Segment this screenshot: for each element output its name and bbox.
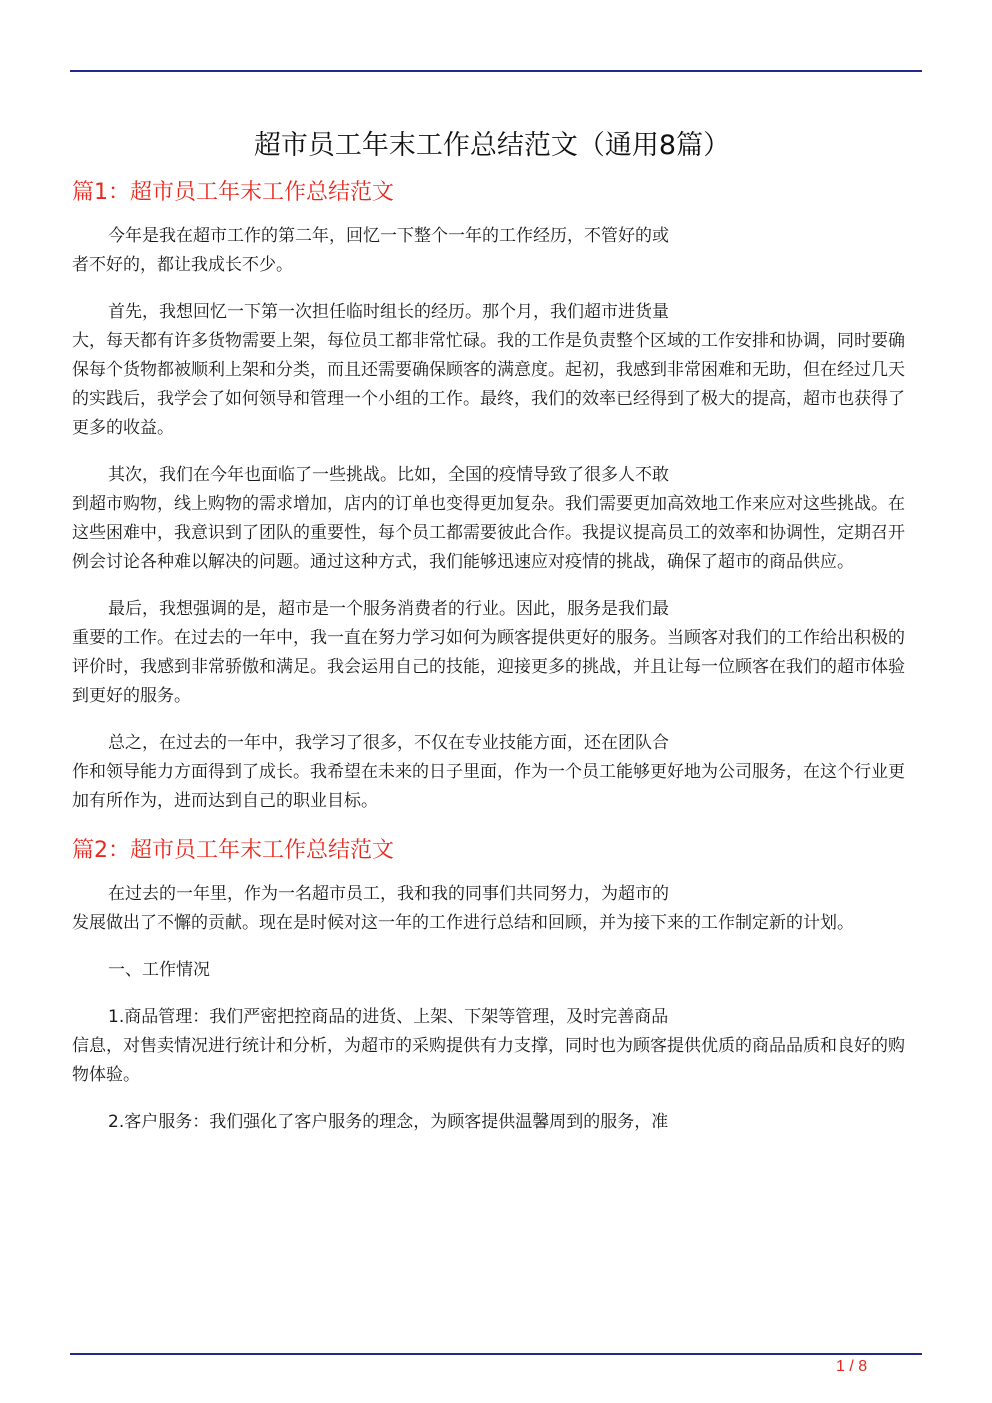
paragraph-first-line: 2.客户服务：我们强化了客户服务的理念，为顾客提供温馨周到的服务，准 [108,1112,669,1132]
document-body [72,126,912,1155]
paragraph-continuation: 发展做出了不懈的贡献。现在是时候对这一年的工作进行总结和回顾，并为接下来的工作制定新的计划。 [72,913,854,933]
header-rule [70,70,922,72]
paragraph-continuation: 作和领导能力方面得到了成长。我希望在未来的日子里面，作为一个员工能够更好地为公司服务，在这个行业更加有所作为，进而达到自己的职业目标。 [72,762,905,811]
paragraph-first-line: 1.商品管理：我们严密把控商品的进货、上架、下架等管理，及时完善商品 [108,1007,669,1027]
paragraph [72,880,912,938]
paragraph-continuation: 者不好的，都让我成长不少。 [72,255,293,275]
paragraph-first-line: 一、工作情况 [108,960,210,980]
footer-rule [70,1353,922,1355]
section-heading-2: 篇2：超市员工年末工作总结范文 [72,838,394,863]
paragraph [72,222,912,280]
paragraph [72,1108,912,1137]
paragraph-continuation: 信息，对售卖情况进行统计和分析，为超市的采购提供有力支撑，同时也为顾客提供优质的商品品质和良好的购物体验。 [72,1036,905,1085]
paragraph-first-line: 首先，我想回忆一下第一次担任临时组长的经历。那个月，我们超市进货量 [108,302,669,322]
section-heading-1: 篇1：超市员工年末工作总结范文 [72,180,394,205]
paragraph-first-line: 今年是我在超市工作的第二年，回忆一下整个一年的工作经历，不管好的或 [108,226,669,246]
paragraph-first-line: 在过去的一年里，作为一名超市员工，我和我的同事们共同努力，为超市的 [108,884,669,904]
paragraph-continuation: 大，每天都有许多货物需要上架，每位员工都非常忙碌。我的工作是负责整个区域的工作安排和协调，同时要确保每个货物都被顺利上架和分类，而且还需要确保顾客的满意度。起初，我感到非常困难和无助，但在经过几天的实践后，我学会了如何领导和管理一个小组的工作。最终，我们的效率已经得到了极大的提高，超市也获得了更多的收益。 [72,331,905,438]
paragraph [72,595,912,711]
paragraph-continuation: 到超市购物，线上购物的需求增加，店内的订单也变得更加复杂。我们需要更加高效地工作来应对这些挑战。在这些困难中，我意识到了团队的重要性，每个员工都需要彼此合作。我提议提高员工的效率和协调性，定期召开例会讨论各种难以解决的问题。通过这种方式，我们能够迅速应对疫情的挑战，确保了超市的商品供应。 [72,494,905,572]
paragraph-first-line: 最后，我想强调的是，超市是一个服务消费者的行业。因此，服务是我们最 [108,599,669,619]
paragraph-first-line: 其次，我们在今年也面临了一些挑战。比如，全国的疫情导致了很多人不敢 [108,465,669,485]
paragraph [72,298,912,443]
paragraph-continuation: 重要的工作。在过去的一年中，我一直在努力学习如何为顾客提供更好的服务。当顾客对我们的工作给出积极的评价时，我感到非常骄傲和满足。我会运用自己的技能，迎接更多的挑战，并且让每一位顾客在我们的超市体验到更好的服务。 [72,628,905,706]
paragraph [72,1003,912,1090]
page-number: 1 / 8 [836,1358,868,1375]
paragraph [72,729,912,816]
paragraph [72,956,912,985]
document-title: 超市员工年末工作总结范文（通用8篇） [253,130,731,161]
paragraph-first-line: 总之，在过去的一年中，我学习了很多，不仅在专业技能方面，还在团队合 [108,733,669,753]
paragraph [72,461,912,577]
